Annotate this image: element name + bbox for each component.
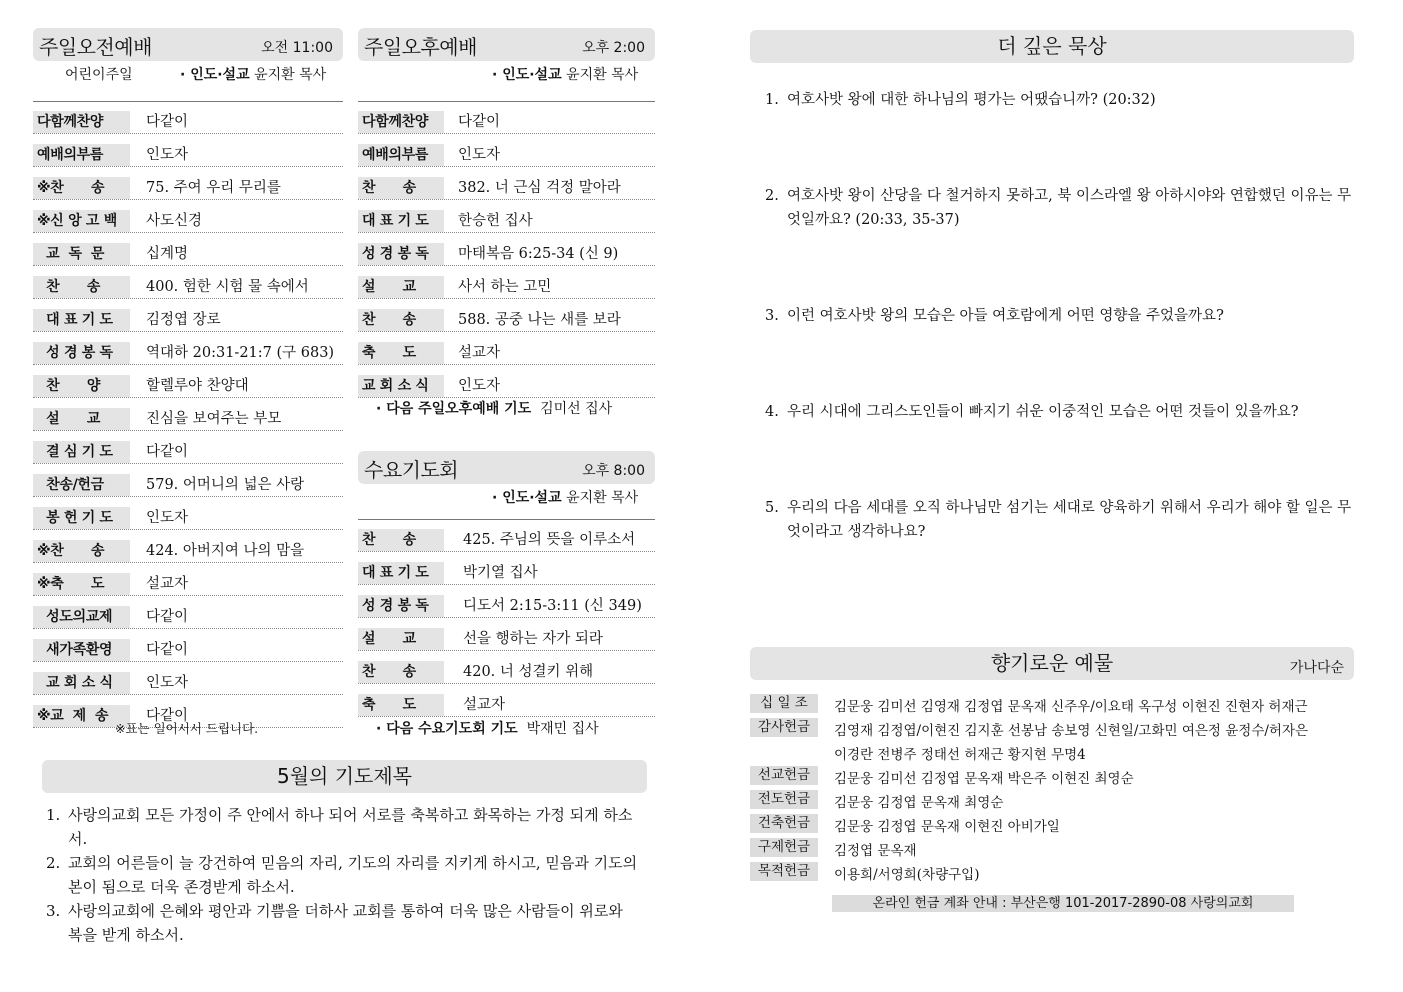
offering-label: 선교헌금 bbox=[750, 766, 818, 785]
offering-row bbox=[750, 860, 1350, 884]
morning-row bbox=[33, 432, 343, 464]
offering-title: 향기로운 예물 bbox=[990, 651, 1114, 675]
offering-label: 건축헌금 bbox=[750, 814, 818, 833]
wednesday-leader-label: · 인도·설교 bbox=[492, 490, 562, 506]
row-value: 425. 주님의 뜻을 이루소서 bbox=[463, 532, 636, 548]
afternoon-row bbox=[358, 366, 655, 398]
afternoon-next-label: · 다음 주일오후예배 기도 bbox=[376, 401, 532, 417]
row-value: 디도서 2:15-3:11 (신 349) bbox=[463, 598, 642, 614]
row-value: 다같이 bbox=[458, 114, 501, 130]
wednesday-row bbox=[358, 553, 655, 585]
row-value: 설교자 bbox=[458, 345, 501, 361]
morning-row bbox=[33, 366, 343, 398]
morning-row bbox=[33, 267, 343, 299]
morning-row bbox=[33, 531, 343, 563]
morning-row bbox=[33, 465, 343, 497]
row-label: 결 심 기 도 bbox=[33, 441, 130, 463]
row-value: 진심을 보여주는 부모 bbox=[146, 411, 282, 427]
meditation-question-text: 여호사밧 왕에 대한 하나님의 평가는 어땠습니까? (20:32) bbox=[787, 92, 1156, 108]
offering-row bbox=[750, 716, 1350, 740]
morning-service-time: 오전 11:00 bbox=[261, 40, 333, 56]
offering-row bbox=[750, 740, 1350, 764]
row-label: ※축 도 bbox=[33, 573, 130, 595]
wednesday-leader-name: 윤지환 목사 bbox=[566, 490, 639, 506]
row-label: 예배의부름 bbox=[33, 144, 130, 166]
standing-footnote: ※표는 일어서서 드립니다. bbox=[115, 721, 259, 736]
row-value: 설교자 bbox=[463, 697, 506, 713]
prayer-topic: 2. 교회의 어른들이 늘 강건하여 믿음의 자리, 기도의 자리를 지키게 하시고, 믿음과 기도의 본이 됨으로 더욱 존경받게 하소서. bbox=[46, 854, 638, 896]
meditation-question-text: 여호사밧 왕이 산당을 다 철거하지 못하고, 북 이스라엘 왕 아하시야와 연합했던 이유는 무엇일까요? (20:33, 35-37) bbox=[787, 188, 1352, 228]
wednesday-next-prayer bbox=[376, 718, 599, 738]
row-value: 인도자 bbox=[458, 147, 501, 163]
row-label: 찬 송 bbox=[358, 529, 444, 551]
row-value: 588. 공중 나는 새를 보라 bbox=[458, 312, 621, 328]
row-label: 새가족환영 bbox=[33, 639, 130, 661]
row-value: 인도자 bbox=[458, 378, 501, 394]
row-value: 할렐루야 찬양대 bbox=[146, 378, 249, 394]
offering-names: 김정엽 문옥재 bbox=[834, 843, 917, 859]
offering-row bbox=[750, 836, 1350, 860]
morning-row bbox=[33, 630, 343, 662]
row-value: 382. 너 근심 걱정 말아라 bbox=[458, 180, 621, 196]
morning-row bbox=[33, 135, 343, 167]
wednesday-leader bbox=[492, 487, 638, 507]
row-value: 75. 주여 우리 무리를 bbox=[146, 180, 281, 196]
row-label: 성 경 봉 독 bbox=[358, 243, 444, 265]
row-value: 사서 하는 고민 bbox=[458, 279, 552, 295]
wednesday-service-title: 수요기도회 bbox=[364, 458, 459, 482]
morning-row bbox=[33, 234, 343, 266]
afternoon-row bbox=[358, 168, 655, 200]
afternoon-order-list bbox=[358, 101, 655, 399]
morning-leader bbox=[180, 64, 326, 84]
offering-label: 감사헌금 bbox=[750, 718, 818, 737]
row-value: 십계명 bbox=[146, 246, 189, 262]
morning-row bbox=[33, 168, 343, 200]
row-label: 설 교 bbox=[358, 628, 444, 650]
afternoon-row bbox=[358, 300, 655, 332]
morning-leader-label: · 인도·설교 bbox=[180, 67, 250, 83]
meditation-question: 2. 여호사밧 왕이 산당을 다 철거하지 못하고, 북 이스라엘 왕 아하시야와 연합했던 이유는 무엇일까요? (20:33, 35-37) bbox=[765, 184, 1355, 232]
offering-label: 십 일 조 bbox=[750, 694, 818, 713]
row-value: 역대하 20:31-21:7 (구 683) bbox=[146, 345, 335, 361]
wednesday-next-name: 박재민 집사 bbox=[526, 721, 599, 737]
row-label: 찬 송 bbox=[358, 309, 444, 331]
meditation-question: 3. 이런 여호사밧 왕의 모습은 아들 여호람에게 어떤 영향을 주었을까요? bbox=[765, 304, 1355, 328]
row-label: 축 도 bbox=[358, 694, 444, 716]
offering-label: 구제헌금 bbox=[750, 838, 818, 857]
afternoon-service-title: 주일오후예배 bbox=[364, 35, 477, 59]
meditation-question: 4. 우리 시대에 그리스도인들이 빠지기 쉬운 이중적인 모습은 어떤 것들이 있을까요? bbox=[765, 400, 1355, 424]
wednesday-row bbox=[358, 586, 655, 618]
prayer-topics-list bbox=[42, 803, 642, 947]
meditation-question-text: 우리 시대에 그리스도인들이 빠지기 쉬운 이중적인 모습은 어떤 것들이 있을까요? bbox=[787, 404, 1299, 420]
morning-row bbox=[33, 663, 343, 695]
meditation-question: 1. 여호사밧 왕에 대한 하나님의 평가는 어땠습니까? (20:32) bbox=[765, 88, 1355, 112]
afternoon-next-name: 김미선 집사 bbox=[540, 401, 613, 417]
row-value: 다같이 bbox=[146, 642, 189, 658]
offering-header bbox=[750, 647, 1354, 680]
row-label: 찬 송 bbox=[358, 177, 444, 199]
row-value: 420. 너 성결키 위해 bbox=[463, 664, 594, 680]
row-label: 대 표 기 도 bbox=[358, 210, 444, 232]
offering-row bbox=[750, 788, 1350, 812]
row-label: 성 경 봉 독 bbox=[358, 595, 444, 617]
row-label: 성 경 봉 독 bbox=[33, 342, 130, 364]
row-value: 마태복음 6:25-34 (신 9) bbox=[458, 246, 619, 262]
row-label: ※찬 송 bbox=[33, 177, 130, 199]
row-value: 다같이 bbox=[146, 609, 189, 625]
morning-service-title: 주일오전예배 bbox=[39, 35, 152, 59]
wednesday-service-time: 오후 8:00 bbox=[582, 463, 645, 479]
offering-list bbox=[750, 692, 1350, 884]
prayer-topic: 1. 사랑의교회 모든 가정이 주 안에서 하나 되어 서로를 축복하고 화목하는 가정 되게 하소서. bbox=[46, 806, 633, 848]
row-label: 설 교 bbox=[33, 408, 130, 430]
offering-names: 김문웅 김정엽 문옥재 이현진 아비가일 bbox=[834, 819, 1060, 835]
row-label: 예배의부름 bbox=[358, 144, 444, 166]
afternoon-row bbox=[358, 267, 655, 299]
row-value: 다같이 bbox=[146, 708, 189, 724]
morning-service-header bbox=[33, 28, 343, 61]
afternoon-leader-label: · 인도·설교 bbox=[492, 67, 562, 83]
morning-row bbox=[33, 498, 343, 530]
morning-row bbox=[33, 399, 343, 431]
morning-row bbox=[33, 597, 343, 629]
prayer-topic-text: 사랑의교회 모든 가정이 주 안에서 하나 되어 서로를 축복하고 화목하는 가정 되게 하소서. bbox=[68, 806, 633, 848]
row-value: 다같이 bbox=[146, 114, 189, 130]
morning-row bbox=[33, 300, 343, 332]
row-value: 인도자 bbox=[146, 147, 189, 163]
afternoon-leader-name: 윤지환 목사 bbox=[566, 67, 639, 83]
row-value: 인도자 bbox=[146, 510, 189, 526]
morning-leader-name: 윤지환 목사 bbox=[254, 67, 327, 83]
offering-order-note: 가나다순 bbox=[1289, 660, 1344, 676]
prayer-topic-text: 사랑의교회에 은혜와 평안과 기쁨을 더하사 교회를 통하여 더욱 많은 사람들이 위로와 복을 받게 하소서. bbox=[68, 902, 623, 944]
offering-names: 이용희/서영희(차량구입) bbox=[834, 867, 980, 883]
wednesday-row bbox=[358, 685, 655, 717]
morning-row bbox=[33, 564, 343, 596]
offering-label: 목적헌금 bbox=[750, 862, 818, 881]
row-value: 579. 어머니의 넓은 사랑 bbox=[146, 477, 305, 493]
morning-row bbox=[33, 201, 343, 233]
row-label: 축 도 bbox=[358, 342, 444, 364]
wednesday-row bbox=[358, 619, 655, 651]
row-label: 대 표 기 도 bbox=[358, 562, 444, 584]
offering-names: 이경란 전병주 정태선 허재근 황지현 무명4 bbox=[834, 747, 1086, 763]
morning-sub-left: 어린이주일 bbox=[65, 67, 133, 83]
row-label: 대 표 기 도 bbox=[33, 309, 130, 331]
row-value: 박기열 집사 bbox=[463, 565, 538, 581]
row-value: 424. 아버지여 나의 맘을 bbox=[146, 543, 305, 559]
morning-row bbox=[33, 102, 343, 134]
row-label: ※신 앙 고 백 bbox=[33, 210, 130, 232]
row-value: 사도신경 bbox=[146, 213, 203, 229]
offering-row bbox=[750, 812, 1350, 836]
wednesday-next-label: · 다음 수요기도회 기도 bbox=[376, 721, 518, 737]
row-label: 교 회 소 식 bbox=[358, 375, 444, 397]
offering-names: 김문웅 김미선 김정엽 문옥재 박은주 이현진 최영순 bbox=[834, 771, 1134, 787]
row-value: 선을 행하는 자가 되라 bbox=[463, 631, 603, 647]
prayer-topics-header: 5월의 기도제목 bbox=[42, 760, 647, 793]
row-label: 교 회 소 식 bbox=[33, 672, 130, 694]
row-label: 봉 헌 기 도 bbox=[33, 507, 130, 529]
afternoon-row bbox=[358, 201, 655, 233]
row-value: 한승헌 집사 bbox=[458, 213, 533, 229]
row-label: 찬 송 bbox=[33, 276, 130, 298]
afternoon-next-prayer bbox=[376, 398, 612, 418]
afternoon-service-time: 오후 2:00 bbox=[582, 40, 645, 56]
row-value: 400. 험한 시험 물 속에서 bbox=[146, 279, 309, 295]
row-value: 김정엽 장로 bbox=[146, 312, 221, 328]
row-label: 다함께찬양 bbox=[358, 111, 444, 133]
meditation-question-text: 이런 여호사밧 왕의 모습은 아들 여호람에게 어떤 영향을 주었을까요? bbox=[787, 308, 1224, 324]
wednesday-row bbox=[358, 520, 655, 552]
offering-names: 김영재 김정엽/이현진 김지훈 선봉남 송보영 신현일/고화민 여은정 윤정수/허자은 bbox=[834, 723, 1309, 739]
wednesday-row bbox=[358, 652, 655, 684]
online-offering-account: 온라인 헌금 계좌 안내 : 부산은행 101-2017-2890-08 사랑의교회 bbox=[832, 895, 1294, 912]
prayer-topic: 3. 사랑의교회에 은혜와 평안과 기쁨을 더하사 교회를 통하여 더욱 많은 사람들이 위로와 복을 받게 하소서. bbox=[46, 902, 623, 944]
afternoon-row bbox=[358, 102, 655, 134]
row-value: 다같이 bbox=[146, 444, 189, 460]
afternoon-service-header bbox=[358, 28, 655, 61]
wednesday-service-header bbox=[358, 451, 655, 484]
offering-names: 김문웅 김정엽 문옥재 최영순 bbox=[834, 795, 1004, 811]
row-value: 인도자 bbox=[146, 675, 189, 691]
prayer-topic-text: 교회의 어른들이 늘 강건하여 믿음의 자리, 기도의 자리를 지키게 하시고, 믿음과 기도의 본이 됨으로 더욱 존경받게 하소서. bbox=[68, 854, 638, 896]
offering-row bbox=[750, 692, 1350, 716]
meditation-header: 더 깊은 묵상 bbox=[750, 30, 1354, 63]
meditation-question: 5. 우리의 다음 세대를 오직 하나님만 섬기는 세대로 양육하기 위해서 우리가 해야 할 일은 무엇이라고 생각하나요? bbox=[765, 496, 1355, 544]
morning-row bbox=[33, 333, 343, 365]
row-label: 다함께찬양 bbox=[33, 111, 130, 133]
afternoon-row bbox=[358, 234, 655, 266]
offering-names: 김문웅 김미선 김영재 김정엽 문옥재 신주우/이요태 옥구성 이현진 진현자 허재근 bbox=[834, 699, 1308, 715]
afternoon-row bbox=[358, 135, 655, 167]
row-label: 찬 송 bbox=[358, 661, 444, 683]
row-label: 교 독 문 bbox=[33, 243, 130, 265]
row-label: 찬 양 bbox=[33, 375, 130, 397]
row-label: 설 교 bbox=[358, 276, 444, 298]
row-label: 찬송/헌금 bbox=[33, 474, 130, 496]
morning-order-list bbox=[33, 101, 343, 729]
afternoon-leader bbox=[492, 64, 638, 84]
wednesday-order-list bbox=[358, 519, 655, 718]
meditation-question-text: 우리의 다음 세대를 오직 하나님만 섬기는 세대로 양육하기 위해서 우리가 해야 할 일은 무엇이라고 생각하나요? bbox=[787, 500, 1352, 540]
row-label: ※찬 송 bbox=[33, 540, 130, 562]
row-label: ※교 제 송 bbox=[33, 705, 130, 727]
offering-label: 전도헌금 bbox=[750, 790, 818, 809]
row-value: 설교자 bbox=[146, 576, 189, 592]
afternoon-row bbox=[358, 333, 655, 365]
row-label: 성도의교제 bbox=[33, 606, 130, 628]
offering-row bbox=[750, 764, 1350, 788]
